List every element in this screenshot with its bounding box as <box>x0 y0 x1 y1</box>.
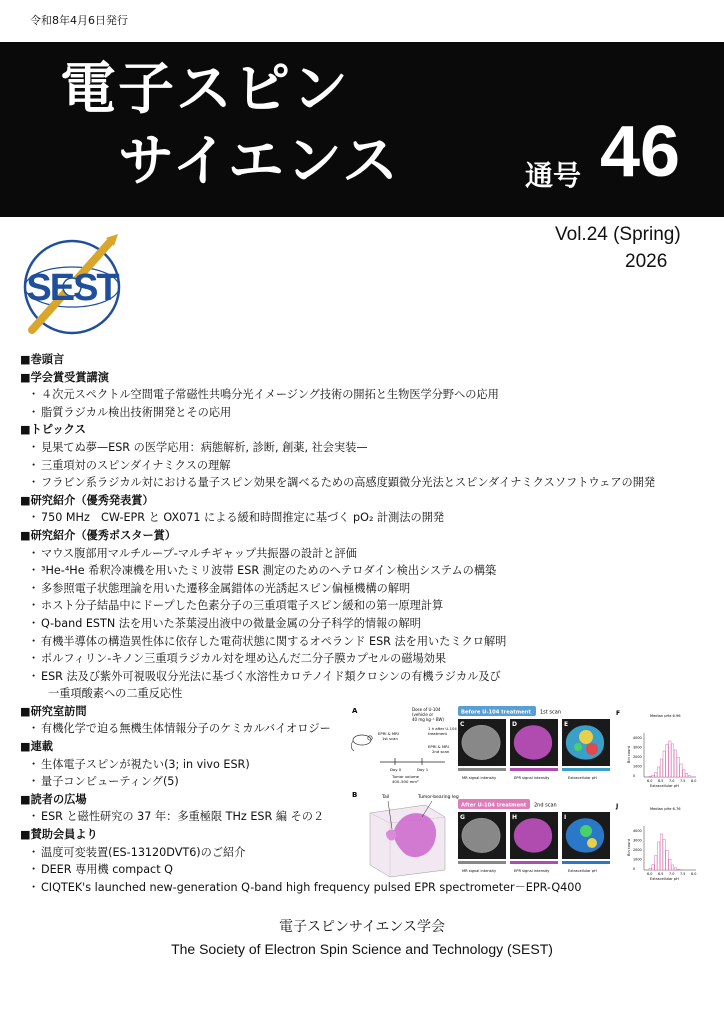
toc-section-heading: ■賛助会員より <box>20 828 98 842</box>
histogram-bar <box>657 767 659 777</box>
epr-image-top <box>510 719 558 766</box>
toc-item: ・ 温度可変装置(ES-13120DVT6)のご紹介 <box>28 845 246 859</box>
histogram-bar <box>663 839 665 870</box>
histogram-bar <box>669 741 671 777</box>
toc-item: ・ ESR 法及び紫外可視吸収分光法に基づく水溶性カロテノイド類クロシンの有機ラジカル及び <box>28 669 501 683</box>
toc-item: ・ 多参照電子状態理論を用いた遷移金属錯体の光誘起スピン偏極機構の解明 <box>28 581 411 595</box>
histogram-bar <box>649 868 651 870</box>
histogram-tick-label: 6.5 <box>658 779 664 783</box>
toc-item-title: 生体電子スピンが視たい(3; in vivo ESR) <box>41 757 250 771</box>
histogram-bar <box>666 745 668 777</box>
toc-item-title: 見果てぬ夢—ESR の医学応用：病態解析, 診断, 創薬, 社会実装— <box>41 440 368 454</box>
figure-text: (vehicle or <box>412 712 434 717</box>
toc-section-heading: ■トピックス <box>20 423 86 437</box>
figure-text: treatment <box>428 731 448 736</box>
figure-panel-label: G <box>460 814 465 821</box>
histogram-tick-label: 3000 <box>633 838 642 843</box>
figure-text: Before U-104 treatment <box>461 709 531 716</box>
figure-panel-label: J <box>616 803 619 810</box>
toc-item-title: CIQTEK's launched new-generation Q-band high frequency pulsed EPR spectrometer－EPR-Q400 <box>41 880 582 894</box>
histogram-tick-label: 0 <box>633 774 636 778</box>
toc-item: ・ マウス腹部用マルチループ-マルチギャップ共振器の設計と評価 <box>28 546 357 560</box>
toc-item: ・ フラビン系ラジカル対における量子スピン効果を調べるための高感度顕微分光法とスピンダイナミクスソフトウェアの開発 <box>28 476 656 490</box>
histogram-bar <box>652 775 654 777</box>
figure-panel-label: I <box>564 814 567 821</box>
histogram-tick-label: 6.0 <box>647 872 653 876</box>
toc-item: ・ 量子コンピューティング(5) <box>28 775 179 789</box>
histogram-bar <box>677 757 679 777</box>
histogram-tick-label: 7.0 <box>669 872 675 876</box>
histogram-bar <box>652 865 654 870</box>
histogram-bar <box>657 842 659 870</box>
toc-item-title: マウス腹部用マルチループ-マルチギャップ共振器の設計と評価 <box>41 546 357 560</box>
sest-logo <box>10 232 135 342</box>
toc-item: ・ 三重項対のスピンダイナミクスの理解 <box>28 458 231 472</box>
histogram-bar <box>683 770 685 777</box>
toc-section-heading: ■巻頭言 <box>20 353 65 366</box>
epr-image-bottom <box>510 812 558 859</box>
toc-item-title: 有機半導体の構造異性体に依存した電荷状態に関するオペランド ESR 法を用いたミクロ解明 <box>41 634 507 648</box>
figure-panel-label: A <box>352 707 358 715</box>
toc-item-title: 脂質ラジカル検出技術開発とその応用 <box>41 405 232 419</box>
toc-item-title: フラビン系ラジカル対における量子スピン効果を調べるための高感度顕微分光法とスピンダイナミクスソフトウェアの開発 <box>41 476 656 490</box>
histogram-tick-label: 4000 <box>633 736 642 740</box>
toc-item: ・ ³He-⁴He 希釈冷凍機を用いたミリ波帯 ESR 測定のためのヘテロダイン検出システムの構築 <box>28 564 497 578</box>
histogram-bar <box>666 850 668 870</box>
publication-year: 2026 <box>625 251 668 272</box>
histogram-tick-label: 6.5 <box>658 872 664 876</box>
figure-text: 40 mg kg⁻¹ BW) <box>412 717 445 722</box>
figure-text: EPR signal intensity <box>514 869 550 873</box>
histogram-bar <box>688 776 690 777</box>
research-figure <box>350 705 705 885</box>
toc-item-title: 三重項対のスピンダイナミクスの理解 <box>41 458 231 472</box>
toc-section-heading: ■研究紹介（優秀ポスター賞） <box>20 528 177 542</box>
figure-panel-label: H <box>512 814 518 821</box>
toc-item: ・ 有機化学で迫る無機生体情報分子のケミカルバイオロジー <box>28 722 331 736</box>
histogram-tick-label: 6.0 <box>647 779 653 783</box>
mri-image-bottom <box>458 812 506 859</box>
figure-text: Day 0 <box>390 767 402 772</box>
toc-item: ・ ポルフィリン-キノン三重項ラジカル対を埋め込んだ二分子膜カプセルの磁場効果 <box>28 652 447 666</box>
figure-text: MR signal intensity <box>462 776 497 780</box>
histogram-xlabel: Extracellular pH <box>650 784 679 788</box>
histogram-bar <box>671 865 673 870</box>
histogram-bar <box>655 856 657 870</box>
toc-item-title: ESR 法及び紫外可視吸収分光法に基づく水溶性カロテノイド類クロシンの有機ラジカル及び <box>41 669 501 683</box>
toc-item: ・ 生体電子スピンが視たい(3; in vivo ESR) <box>28 757 250 771</box>
histogram-tick-label: 0 <box>633 867 636 871</box>
toc-section-heading: ■読者の広場 <box>20 792 87 806</box>
histogram-bar <box>655 773 657 777</box>
publication-date: 令和8年4月6日発行 <box>30 14 128 27</box>
histogram-bar <box>677 869 679 870</box>
toc-item: ・ ４次元スペクトル空間電子常磁性共鳴分光イメージング技術の開拓と生物医学分野への応用 <box>28 388 499 402</box>
journal-title-line1: 電子スピン <box>60 57 350 122</box>
toc-item-title: ESR と磁性研究の 37 年：多重極限 THz ESR 編 その２ <box>41 810 325 824</box>
histogram-tick-label: 2000 <box>633 848 642 852</box>
toc-item: ・ 有機半導体の構造異性体に依存した電荷状態に関するオペランド ESR 法を用いたミクロ解明 <box>28 634 507 648</box>
ph-map-top <box>562 719 610 766</box>
toc-item-title: 量子コンピューティング(5) <box>41 775 179 789</box>
histogram-tick-label: 4000 <box>633 829 642 833</box>
histogram-tick-label: 7.5 <box>680 872 686 876</box>
society-name-en: The Society of Electron Spin Science and Technology (SEST) <box>171 941 553 957</box>
histogram-bar <box>674 750 676 777</box>
volume-info: Vol.24 (Spring) <box>555 224 681 245</box>
tumor-3d-render <box>370 801 445 877</box>
histogram-bar <box>649 776 651 777</box>
figure-text: Extracellular pH <box>568 776 597 780</box>
toc-item-title: 多参照電子状態理論を用いた遷移金属錯体の光誘起スピン偏極機構の解明 <box>41 581 411 595</box>
toc-item: ・ Q-band ESTN 法を用いた茶葉浸出液中の微量金属の分子科学的情報の解明 <box>28 616 421 630</box>
figure-text: MR signal intensity <box>462 869 497 873</box>
toc-item-title: ポルフィリン-キノン三重項ラジカル対を埋め込んだ二分子膜カプセルの磁場効果 <box>41 652 447 666</box>
society-name-ja: 電子スピンサイエンス学会 <box>278 919 446 935</box>
figure-text: Day 1 <box>417 767 429 772</box>
toc-item-title: ４次元スペクトル空間電子常磁性共鳴分光イメージング技術の開拓と生物医学分野への応用 <box>41 388 499 402</box>
figure-text: Median pHe 6.76 <box>650 807 681 811</box>
figure-text: After U-104 treatment <box>461 802 527 809</box>
figure-text: Extracellular pH <box>568 869 597 873</box>
histogram-bar <box>660 834 662 870</box>
histogram-bar <box>669 859 671 870</box>
toc-item: ・ CIQTEK's launched new-generation Q-band high frequency pulsed EPR spectrometer－EPR-Q400 <box>28 880 582 894</box>
figure-text: EPRI & MRI <box>428 744 449 749</box>
histogram-bottom <box>627 826 696 881</box>
toc-item-title: ホスト分子結晶中にドープした色素分子の三重項電子スピン緩和の第一原理計算 <box>41 599 444 613</box>
histogram-tick-label: 1000 <box>633 857 642 862</box>
toc-item: ・ 脂質ラジカル検出技術開発とその応用 <box>28 405 232 419</box>
toc-section-heading: ■学会賞受賞講演 <box>20 370 109 384</box>
toc-section-heading: ■研究室訪問 <box>20 704 87 718</box>
toc-item-title: DEER 専用機 compact Q <box>41 863 173 877</box>
figure-text: Dose of U-104 <box>412 707 441 712</box>
toc-item-continuation: 一重項酸素への二重反応性 <box>48 687 183 701</box>
figure-text: 400–500 mm³ <box>392 779 419 784</box>
histogram-tick-label: 8.0 <box>691 779 697 783</box>
figure-panel-label: E <box>564 721 569 728</box>
figure-text: EPRI & MRI <box>378 731 399 736</box>
mri-image-top <box>458 719 506 766</box>
issue-label: 通号 <box>525 159 582 192</box>
toc-item: ・ ホスト分子結晶中にドープした色素分子の三重項電子スピン緩和の第一原理計算 <box>28 599 444 613</box>
figure-text: Median pHe 6.96 <box>650 714 681 718</box>
figure-text: Tail <box>382 795 390 800</box>
issue-number: 46 <box>600 112 681 192</box>
histogram-ylabel: Bin count <box>627 745 631 763</box>
figure-text: Tumor-bearing leg <box>418 795 459 800</box>
ph-map-bottom <box>562 812 610 859</box>
toc-section-heading: ■連載 <box>20 740 53 754</box>
toc-item: ・ DEER 専用機 compact Q <box>28 863 173 877</box>
toc-item-title: 有機化学で迫る無機生体情報分子のケミカルバイオロジー <box>41 722 331 736</box>
histogram-top <box>627 733 696 788</box>
histogram-ylabel: Bin count <box>627 838 631 856</box>
mouse-icon <box>351 735 372 751</box>
histogram-bar <box>671 744 673 777</box>
figure-text: 2nd scan <box>432 749 450 754</box>
toc-item-title: 温度可変装置(ES-13120DVT6)のご紹介 <box>41 845 246 859</box>
histogram-tick-label: 2000 <box>633 755 642 759</box>
journal-title-line2: サイエンス <box>118 129 401 194</box>
figure-text: 1st scan <box>540 709 561 716</box>
histogram-bar <box>674 868 676 870</box>
figure-panel-label: C <box>460 721 465 728</box>
figure-panel-label: B <box>352 791 358 799</box>
histogram-bar <box>663 751 665 777</box>
figure-panel-label: F <box>616 710 621 717</box>
figure-text: Tumor volume <box>392 774 420 779</box>
toc-item-title: 750 MHz CW-EPR と OX071 による緩和時間推定に基づく pO₂ 計測法の開発 <box>41 511 445 525</box>
figure-panel-label: D <box>512 721 517 728</box>
histogram-tick-label: 8.0 <box>691 872 697 876</box>
figure-text: 1 h after U-104 <box>428 726 457 731</box>
toc-item: ・ 750 MHz CW-EPR と OX071 による緩和時間推定に基づく pO₂ 計測法の開発 <box>28 511 445 525</box>
title-banner <box>0 42 724 217</box>
toc-item-title: Q-band ESTN 法を用いた茶葉浸出液中の微量金属の分子科学的情報の解明 <box>41 616 421 630</box>
toc-section-heading: ■研究紹介（優秀発表賞） <box>20 493 154 507</box>
histogram-tick-label: 7.0 <box>669 779 675 783</box>
figure-text: 2nd scan <box>534 802 557 809</box>
histogram-bar <box>660 759 662 777</box>
histogram-xlabel: Extracellular pH <box>650 877 679 881</box>
toc-item-title: ³He-⁴He 希釈冷凍機を用いたミリ波帯 ESR 測定のためのヘテロダイン検出システムの構築 <box>41 564 497 578</box>
logo-text: SEST <box>26 267 118 309</box>
toc-item: ・ ESR と磁性研究の 37 年：多重極限 THz ESR 編 その２ <box>28 810 325 824</box>
histogram-bar <box>680 764 682 777</box>
histogram-tick-label: 3000 <box>633 745 642 750</box>
histogram-tick-label: 1000 <box>633 764 642 769</box>
toc-item: ・ 見果てぬ夢—ESR の医学応用：病態解析, 診断, 創薬, 社会実装— <box>28 440 368 454</box>
figure-text: 1st scan <box>382 736 398 741</box>
histogram-tick-label: 7.5 <box>680 779 686 783</box>
histogram-bar <box>685 773 687 777</box>
figure-text: EPR signal intensity <box>514 776 550 780</box>
